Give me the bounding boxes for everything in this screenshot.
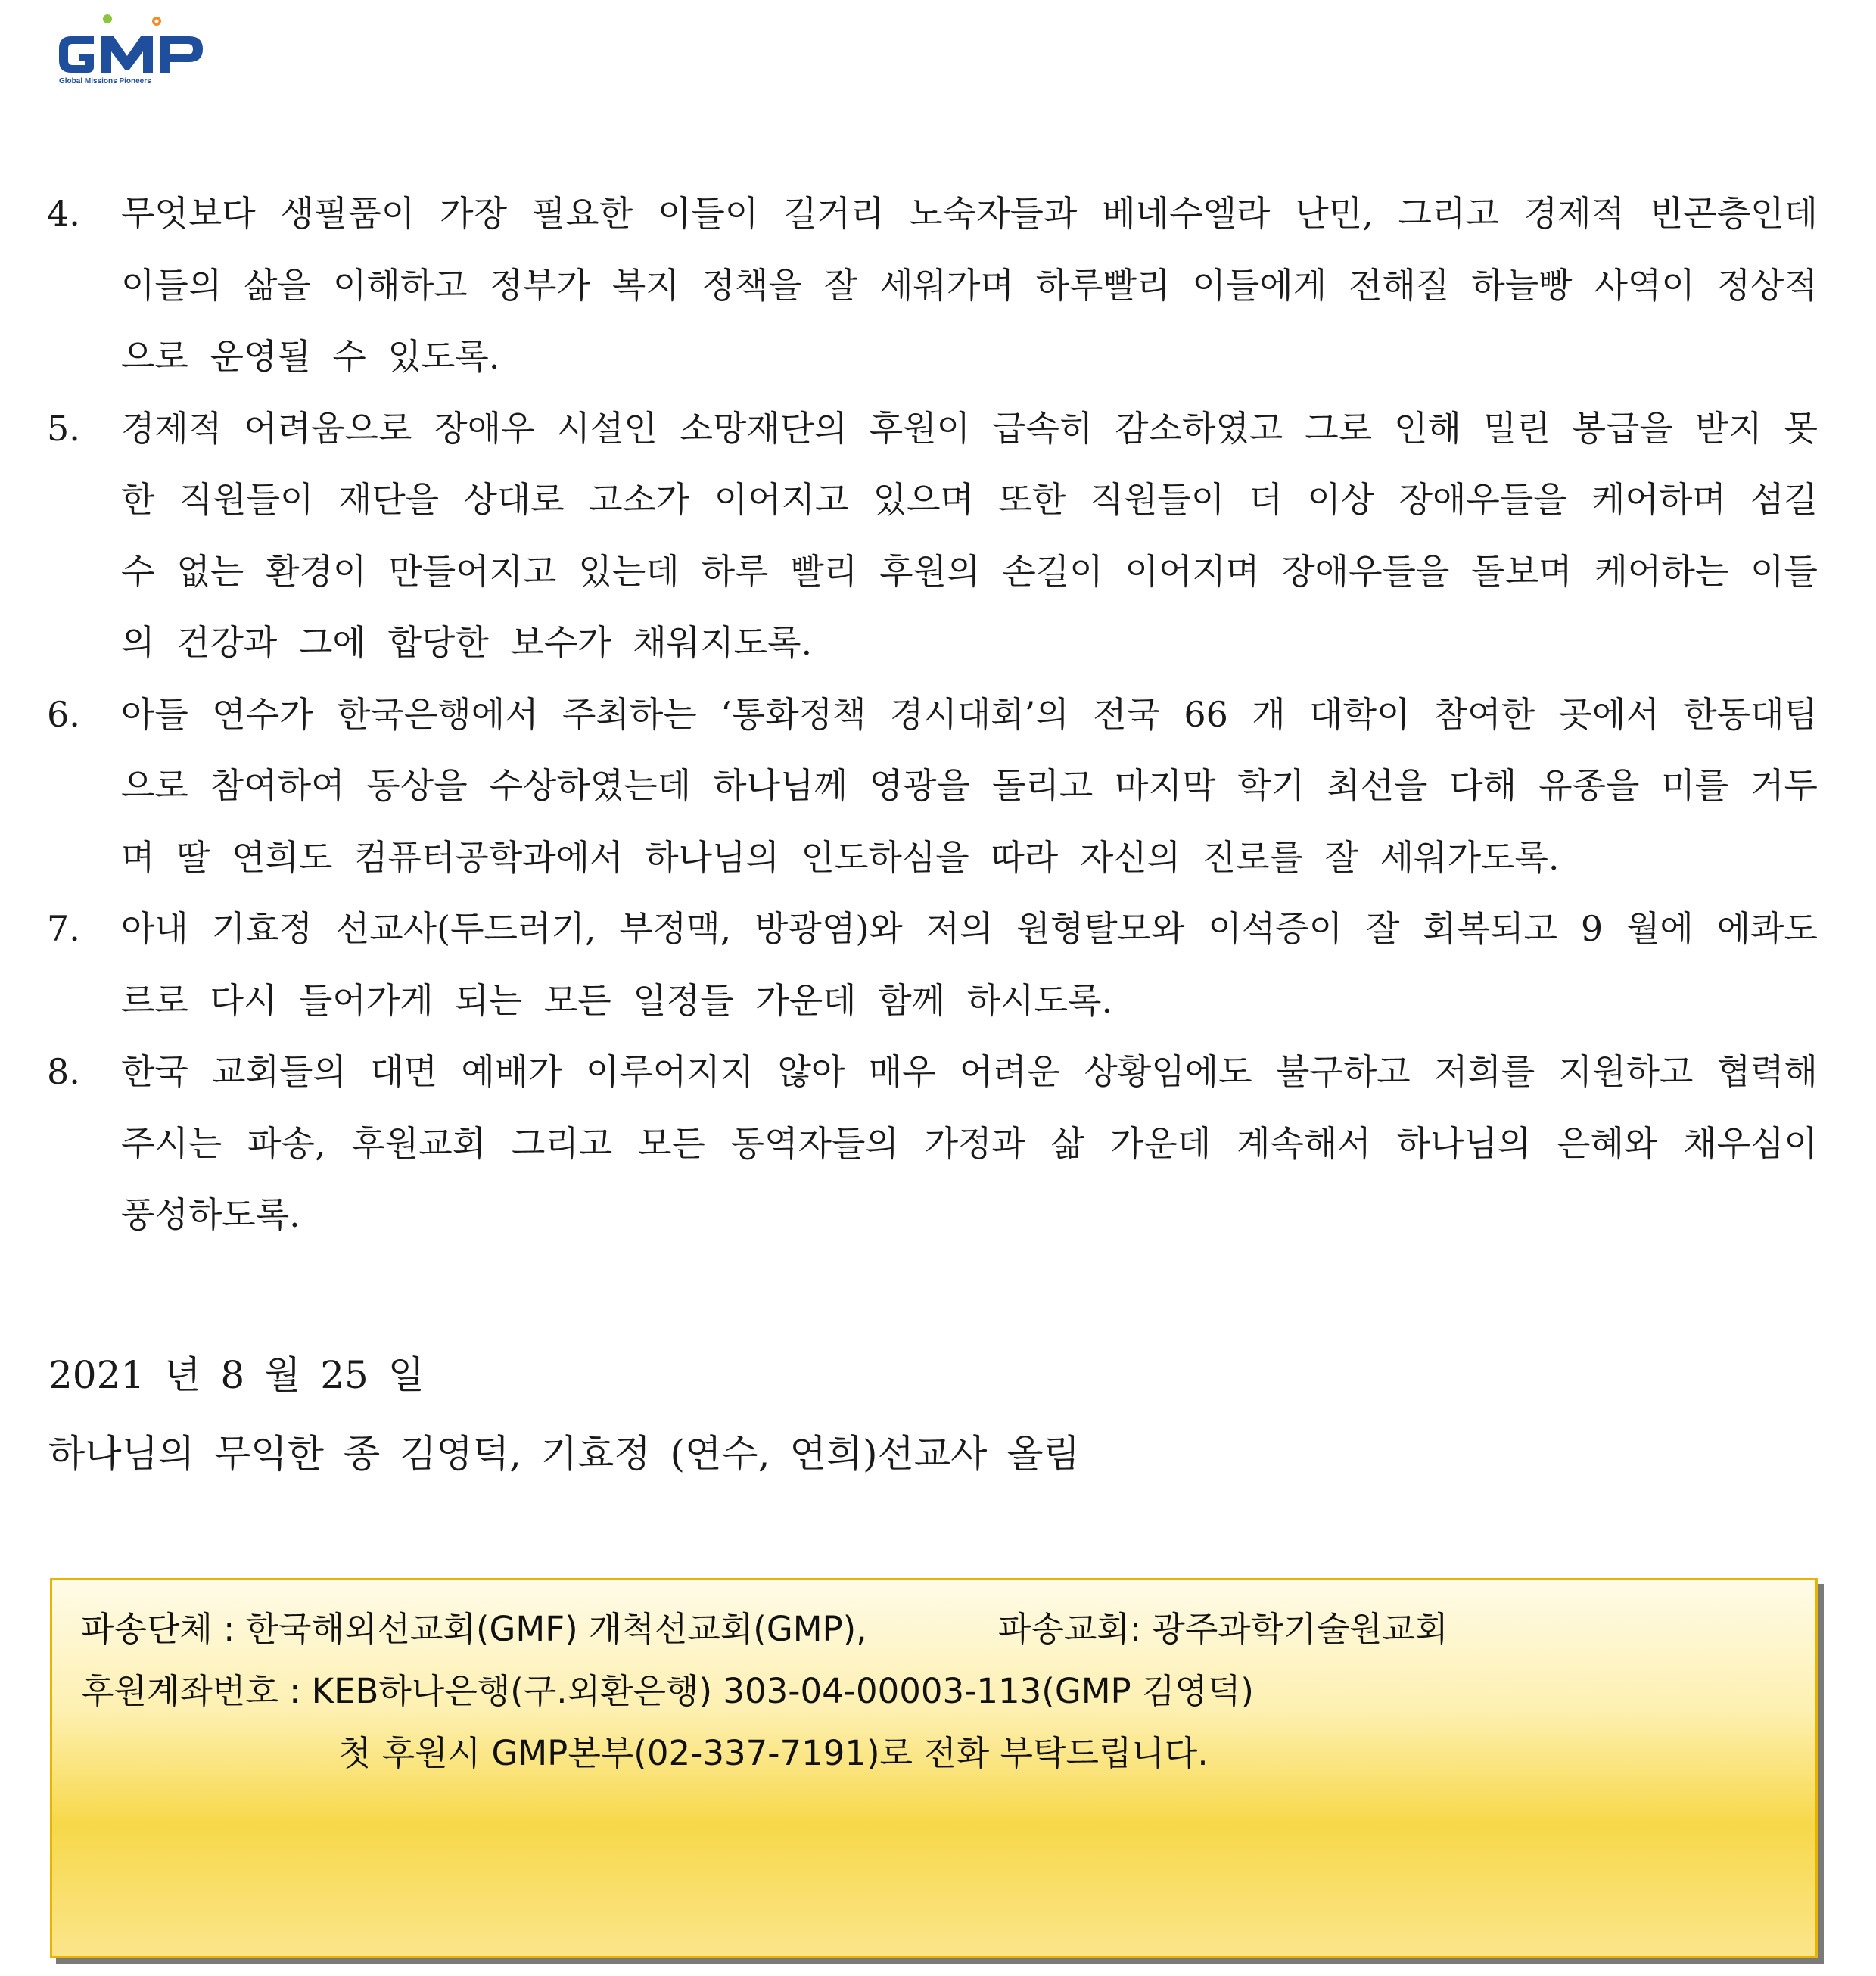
sending-organization: 파송단체 : 한국해외선교회(GMF) 개척선교회(GMP),	[81, 1609, 867, 1649]
prayer-item-number: 4.	[47, 193, 80, 234]
prayer-item-text: 경제적 어려움으로 장애우 시설인 소망재단의 후원이 급속히 감소하였고 그로 인해 밀린 봉급을 받지 못한 직원들이 재단을 상대로 고소가 이어지고 있으며 또한 직원들이 더 이상 장애우들을 케어하며 섬길 수 없는 환경이 만들어지고 있는데 하루 빨리 후원의 손길이 이어지며 장애우들을 돌보며 케어하는 이들의 건강과 그에 합당한 보수가 채워지도록.	[121, 407, 1818, 663]
prayer-item-text: 아들 연수가 한국은행에서 주최하는 ‘통화정책 경시대회’의 전국 66 개 대학이 참여한 곳에서 한동대팀으로 참여하여 동상을 수상하였는데 하나님께 영광을 돌리고 마지막 학기 최선을 다해 유종을 미를 거두며 딸 연희도 컴퓨터공학과에서 하나님의 인도하심을 따라 자신의 진로를 잘 세워가도록.	[121, 693, 1818, 878]
support-info-box	[50, 1578, 1818, 1958]
prayer-item-text: 아내 기효정 선교사(두드러기, 부정맥, 방광염)와 저의 원형탈모와 이석증이 잘 회복되고 9 월에 에콰도르로 다시 들어가게 되는 모든 일정들 가운데 함께 하시도록.	[121, 908, 1818, 1021]
gmp-logo	[54, 14, 221, 86]
prayer-item-number: 8.	[47, 1051, 80, 1092]
prayer-item-text: 한국 교회들의 대면 예배가 이루어지지 않아 매우 어려운 상황임에도 불구하고 저희를 지원하고 협력해 주시는 파송, 후원교회 그리고 모든 동역자들의 가정과 삶 가운데 계속해서 하나님의 은혜와 채우심이 풍성하도록.	[121, 1051, 1818, 1235]
gmp-logo-icon	[54, 14, 221, 86]
prayer-item-number: 7.	[47, 908, 80, 949]
prayer-item-text: 무엇보다 생필품이 가장 필요한 이들이 길거리 노숙자들과 베네수엘라 난민, 그리고 경제적 빈곤층인데 이들의 삶을 이해하고 정부가 복지 정책을 잘 세워가며 하루빨리 이들에게 전해질 하늘빵 사역이 정상적으로 운영될 수 있도록.	[121, 193, 1818, 377]
prayer-item-8	[47, 1036, 1818, 1251]
prayer-item-number: 6.	[47, 693, 80, 735]
support-account: 후원계좌번호 : KEB하나은행(구.외환은행) 303-04-00003-113(GMP 김영덕)	[81, 1671, 1254, 1711]
letter-sender: 하나님의 무익한 종 김영덕, 기효정 (연수, 연희)선교사 올림	[48, 1432, 1080, 1476]
prayer-list	[47, 178, 1818, 1251]
signature-block	[48, 1336, 1080, 1493]
prayer-item-7	[47, 893, 1818, 1036]
letter-date: 2021 년 8 월 25 일	[48, 1353, 425, 1397]
prayer-item-4	[47, 178, 1818, 393]
logo-tagline: Global Missions Pioneers	[59, 77, 151, 86]
contact-note: 첫 후원시 GMP본부(02-337-7191)로 전화 부탁드립니다.	[338, 1733, 1209, 1773]
prayer-item-number: 5.	[47, 407, 80, 449]
prayer-item-6	[47, 679, 1818, 894]
sending-church: 파송교회: 광주과학기술원교회	[998, 1609, 1448, 1649]
prayer-item-5	[47, 393, 1818, 679]
